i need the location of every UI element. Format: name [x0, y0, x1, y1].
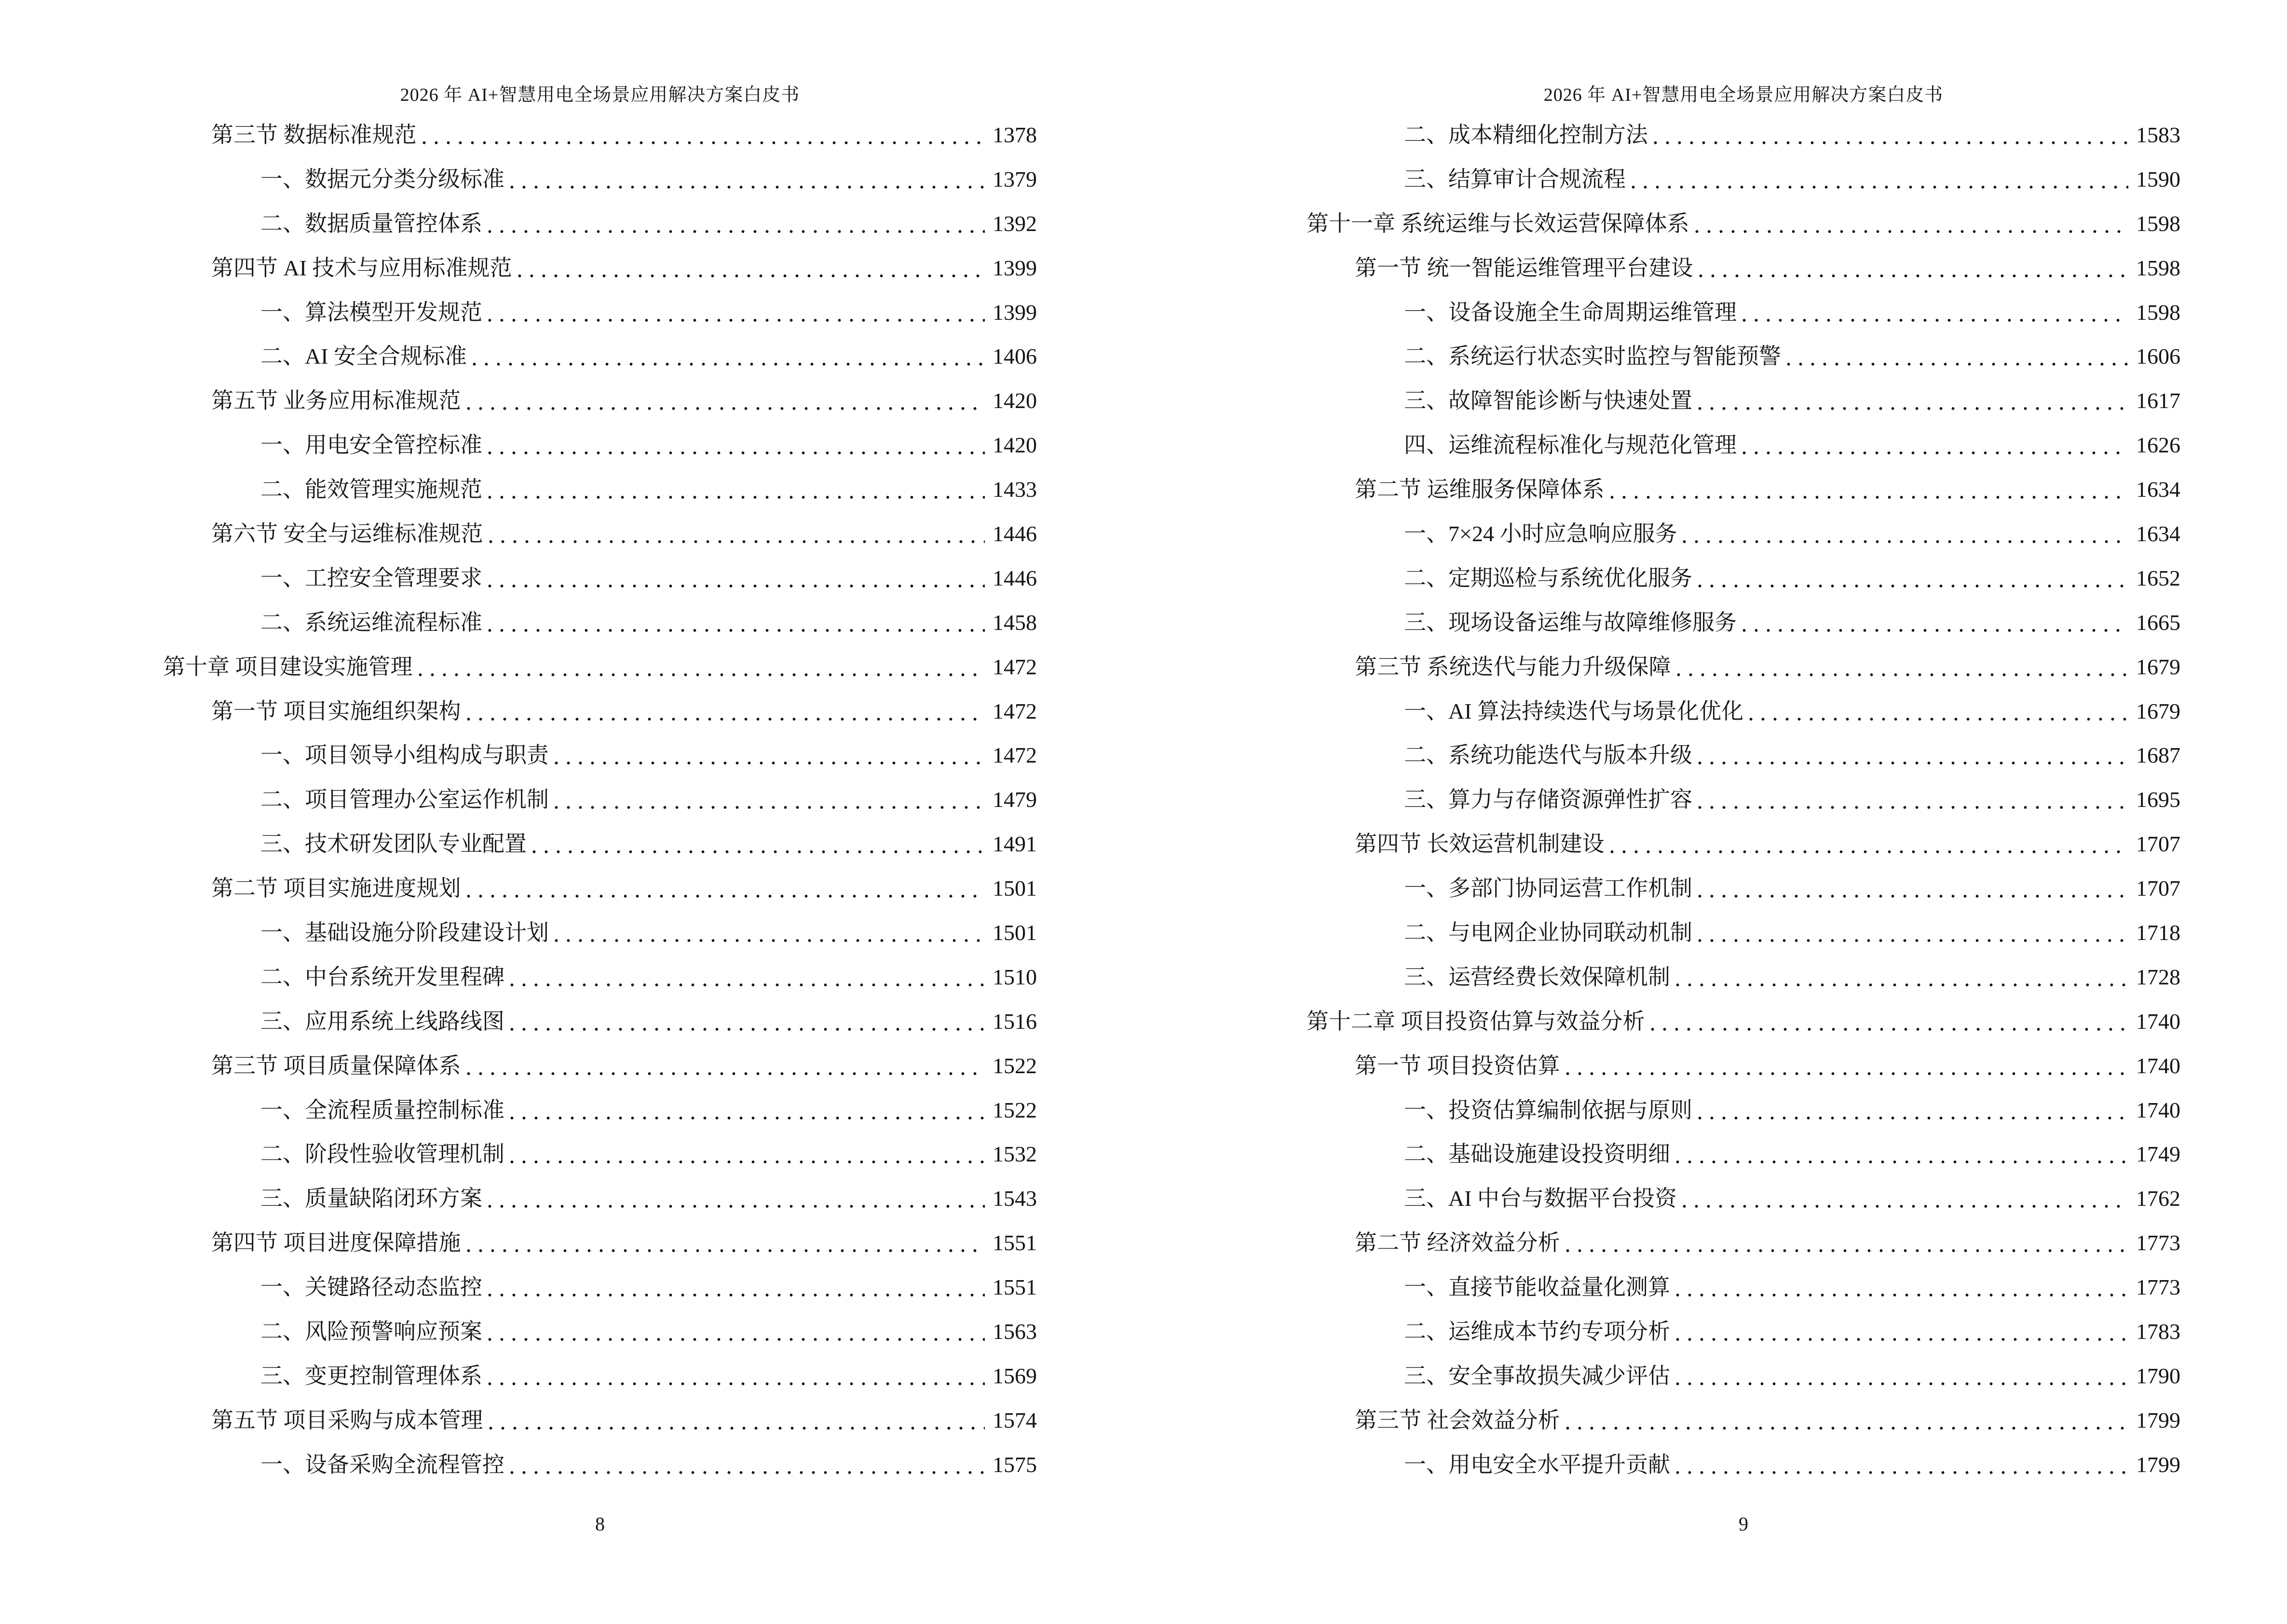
running-header: 2026 年 AI+智慧用电全场景应用解决方案白皮书: [1543, 85, 1944, 105]
dot-leader: [1632, 185, 2128, 189]
toc-entry[interactable]: [1144, 955, 2287, 999]
toc-entry[interactable]: [0, 733, 1144, 778]
toc-entry-page: 1740: [2136, 1097, 2180, 1122]
toc-entry-title: 第五节 项目采购与成本管理: [211, 1407, 483, 1433]
dot-leader: [1610, 495, 2129, 499]
toc-entry[interactable]: [1144, 334, 2287, 379]
toc-entry[interactable]: [1144, 911, 2287, 955]
toc-entry[interactable]: [1144, 157, 2287, 202]
toc-entry-page: 1598: [2136, 211, 2180, 236]
toc-entry-page: 1718: [2136, 920, 2180, 945]
toc-entry-title: 第二节 运维服务保障体系: [1355, 477, 1605, 502]
toc-entry[interactable]: [1144, 113, 2287, 157]
toc-entry-page: 1479: [993, 787, 1037, 812]
toc-entry[interactable]: [1144, 1044, 2287, 1088]
toc-entry-title: 一、全流程质量控制标准: [260, 1097, 504, 1122]
toc-entry-title: 二、系统运维流程标准: [260, 610, 482, 635]
toc-entry[interactable]: [1144, 1088, 2287, 1133]
toc-page-right: [1144, 0, 2287, 1624]
toc-entry-page: 1590: [2136, 166, 2180, 191]
dot-leader: [1699, 274, 2129, 278]
toc-entry-title: 第十一章 系统运维与长效运营保障体系: [1307, 211, 1689, 236]
toc-entry-title: 三、结算审计合规流程: [1404, 166, 1626, 191]
toc-entry-title: 二、能效管理实施规范: [260, 477, 482, 502]
toc-entry-page: 1790: [2136, 1363, 2180, 1388]
toc-entry-page: 1728: [2136, 964, 2180, 989]
dot-leader: [488, 584, 985, 588]
toc-entry[interactable]: [1144, 1265, 2287, 1310]
toc-entry-page: 1799: [2136, 1407, 2180, 1433]
toc-entry-page: 1799: [2136, 1452, 2180, 1477]
toc-entry-page: 1522: [993, 1053, 1037, 1078]
toc-entry-page: 1583: [2136, 122, 2180, 147]
toc-entry-page: 1501: [993, 876, 1037, 901]
toc-entry-page: 1575: [993, 1452, 1037, 1477]
toc-entry-page: 1652: [2136, 565, 2180, 590]
toc-entry-title: 二、系统运行状态实时监控与智能预警: [1404, 344, 1781, 369]
dot-leader: [488, 495, 985, 499]
toc-entry[interactable]: [0, 911, 1144, 955]
toc-entry-title: 第二节 项目实施进度规划: [211, 876, 461, 901]
dot-leader: [1698, 1116, 2128, 1120]
toc-entry-title: 三、AI 中台与数据平台投资: [1404, 1186, 1677, 1211]
toc-entry[interactable]: [1144, 778, 2287, 822]
dot-leader: [1698, 894, 2128, 898]
dot-leader: [1651, 1027, 2129, 1031]
toc-entry-title: 二、项目管理办公室运作机制: [260, 787, 549, 812]
toc-entry-title: 第一节 统一智能运维管理平台建设: [1355, 255, 1693, 280]
toc-entry[interactable]: [0, 467, 1144, 512]
dot-leader: [1676, 1382, 2128, 1386]
toc-entry[interactable]: [1144, 512, 2287, 556]
toc-entry[interactable]: [1144, 1398, 2287, 1443]
toc-entry-page: 1707: [2136, 876, 2180, 901]
toc-entry-title: 三、技术研发团队专业配置: [260, 832, 527, 857]
toc-entry-title: 第二节 经济效益分析: [1355, 1230, 1560, 1256]
toc-entry-title: 一、AI 算法持续迭代与场景化优化: [1404, 698, 1744, 723]
toc-entry[interactable]: [0, 822, 1144, 866]
toc-entry-page: 1574: [993, 1407, 1037, 1433]
toc-entry-title: 第三节 社会效益分析: [1355, 1407, 1560, 1433]
toc-entry[interactable]: [1144, 999, 2287, 1044]
toc-entry[interactable]: [1144, 1443, 2287, 1487]
toc-entry-title: 二、基础设施建设投资明细: [1404, 1142, 1670, 1167]
dot-leader: [1676, 1471, 2128, 1474]
toc-entry-page: 1399: [993, 300, 1037, 325]
toc-entry-title: 二、系统功能迭代与版本升级: [1404, 743, 1692, 768]
toc-entry-title: 第四节 AI 技术与应用标准规范: [211, 255, 512, 280]
toc-entry[interactable]: [0, 1265, 1144, 1310]
dot-leader: [419, 673, 985, 677]
toc-entry-page: 1532: [993, 1142, 1037, 1167]
dot-leader: [518, 274, 985, 278]
dot-leader: [1676, 1160, 2128, 1164]
toc-entry-title: 二、风险预警响应预案: [260, 1319, 482, 1344]
dot-leader: [489, 540, 985, 544]
toc-entry-title: 一、设备设施全生命周期运维管理: [1404, 300, 1737, 325]
toc-entry-page: 1695: [2136, 787, 2180, 812]
toc-entry-title: 三、安全事故损失减少评估: [1404, 1363, 1670, 1388]
dot-leader: [488, 318, 985, 322]
toc-entry[interactable]: [1144, 866, 2287, 911]
toc-entry-page: 1458: [993, 610, 1037, 635]
dot-leader: [1566, 1426, 2129, 1430]
toc-entry[interactable]: [1144, 1176, 2287, 1221]
toc-entry-page: 1783: [2136, 1319, 2180, 1344]
toc-entry-title: 四、运维流程标准化与规范化管理: [1404, 433, 1737, 458]
toc-entry-title: 二、阶段性验收管理机制: [260, 1142, 504, 1167]
toc-entry[interactable]: [0, 379, 1144, 423]
dot-leader: [1742, 628, 2128, 632]
toc-entry-title: 一、项目领导小组构成与职责: [260, 743, 549, 768]
toc-entry-page: 1420: [993, 388, 1037, 413]
toc-entry[interactable]: [1144, 822, 2287, 866]
toc-entry[interactable]: [0, 556, 1144, 600]
running-header: 2026 年 AI+智慧用电全场景应用解决方案白皮书: [400, 85, 800, 105]
toc-entry-page: 1551: [993, 1275, 1037, 1300]
toc-entry-page: 1665: [2136, 610, 2180, 635]
dot-leader: [1698, 584, 2128, 588]
toc-entry[interactable]: [1144, 733, 2287, 778]
toc-entry[interactable]: [0, 1176, 1144, 1221]
toc-entry[interactable]: [0, 202, 1144, 246]
toc-entry[interactable]: [1144, 600, 2287, 645]
toc-entry-title: 一、投资估算编制依据与原则: [1404, 1097, 1692, 1122]
toc-entry-title: 一、用电安全管控标准: [260, 433, 482, 458]
toc-entry[interactable]: [1144, 1221, 2287, 1265]
toc-entry-page: 1551: [993, 1230, 1037, 1256]
toc-entry[interactable]: [1144, 1354, 2287, 1398]
toc-entry-page: 1687: [2136, 743, 2180, 768]
toc-entry-title: 第三节 系统迭代与能力升级保障: [1355, 654, 1671, 679]
dot-leader: [1676, 1293, 2128, 1297]
dot-leader: [1698, 407, 2128, 410]
dot-leader: [467, 1249, 985, 1253]
toc-entry[interactable]: [1144, 423, 2287, 467]
toc-entry[interactable]: [0, 689, 1144, 734]
dot-leader: [1676, 983, 2128, 987]
toc-entry-page: 1433: [993, 477, 1037, 502]
toc-entry-title: 一、直接节能收益量化测算: [1404, 1275, 1670, 1300]
toc-entry-title: 二、运维成本节约专项分析: [1404, 1319, 1670, 1344]
toc-entry-page: 1598: [2136, 255, 2180, 280]
toc-entry-page: 1740: [2136, 1009, 2180, 1034]
toc-entry-title: 三、变更控制管理体系: [260, 1363, 482, 1388]
toc-entry-title: 第六节 安全与运维标准规范: [211, 521, 483, 546]
toc-entry-title: 一、工控安全管理要求: [260, 565, 482, 590]
dot-leader: [1566, 1249, 2129, 1253]
dot-leader: [1566, 1072, 2129, 1076]
toc-entry-page: 1516: [993, 1009, 1037, 1034]
toc-entry[interactable]: [0, 645, 1144, 689]
dot-leader: [467, 407, 985, 410]
toc-entry-title: 二、定期巡检与系统优化服务: [1404, 565, 1692, 590]
toc-entry-page: 1773: [2136, 1275, 2180, 1300]
toc-entry[interactable]: [0, 423, 1144, 467]
toc-entry-title: 三、现场设备运维与故障维修服务: [1404, 610, 1737, 635]
toc-entry-page: 1598: [2136, 300, 2180, 325]
toc-entry[interactable]: [0, 1443, 1144, 1487]
toc-entry[interactable]: [0, 1044, 1144, 1088]
toc-entry[interactable]: [0, 157, 1144, 202]
dot-leader: [510, 1027, 985, 1031]
toc-entry[interactable]: [0, 866, 1144, 911]
toc-entry-page: 1379: [993, 166, 1037, 191]
dot-leader: [1683, 540, 2128, 544]
toc-entry-page: 1617: [2136, 388, 2180, 413]
toc-entry[interactable]: [1144, 1132, 2287, 1176]
dot-leader: [488, 451, 985, 455]
toc-entry-title: 二、数据质量管控体系: [260, 211, 482, 236]
toc-entry[interactable]: [0, 1354, 1144, 1398]
toc-entry-page: 1606: [2136, 344, 2180, 369]
toc-entry-page: 1679: [2136, 654, 2180, 679]
dot-leader: [489, 1426, 985, 1430]
toc-entry-title: 第四节 长效运营机制建设: [1355, 832, 1605, 857]
dot-leader: [1742, 318, 2128, 322]
toc-entry[interactable]: [0, 1310, 1144, 1354]
dot-leader: [1683, 1204, 2128, 1208]
toc-entry-title: 一、7×24 小时应急响应服务: [1404, 521, 1677, 546]
dot-leader: [1698, 939, 2128, 942]
toc-entry[interactable]: [1144, 689, 2287, 734]
toc-entry-page: 1510: [993, 964, 1037, 989]
toc-entry-page: 1472: [993, 654, 1037, 679]
toc-entry-title: 第四节 项目进度保障措施: [211, 1230, 461, 1256]
dot-leader: [510, 1471, 985, 1474]
toc-list: [0, 113, 1144, 1487]
dot-leader: [1698, 761, 2128, 765]
toc-entry-page: 1569: [993, 1363, 1037, 1388]
toc-entry[interactable]: [0, 999, 1144, 1044]
toc-entry[interactable]: [0, 512, 1144, 556]
toc-entry-title: 第一节 项目投资估算: [1355, 1053, 1560, 1078]
toc-entry-title: 三、运营经费长效保障机制: [1404, 964, 1670, 989]
dot-leader: [555, 939, 985, 942]
toc-entry[interactable]: [0, 1088, 1144, 1133]
toc-list: [1144, 113, 2287, 1487]
toc-entry-title: 一、用电安全水平提升贡献: [1404, 1452, 1670, 1477]
toc-entry[interactable]: [1144, 645, 2287, 689]
toc-entry-page: 1626: [2136, 433, 2180, 458]
page-number: 9: [1739, 1513, 1748, 1535]
toc-entry-title: 一、关键路径动态监控: [260, 1275, 482, 1300]
toc-entry-title: 一、设备采购全流程管控: [260, 1452, 504, 1477]
toc-entry-title: 三、应用系统上线路线图: [260, 1009, 504, 1034]
toc-entry[interactable]: [0, 290, 1144, 335]
toc-entry[interactable]: [1144, 202, 2287, 246]
toc-entry-title: 二、成本精细化控制方法: [1404, 122, 1648, 147]
toc-entry-page: 1679: [2136, 698, 2180, 723]
toc-entry[interactable]: [1144, 467, 2287, 512]
dot-leader: [510, 185, 985, 189]
toc-entry[interactable]: [1144, 379, 2287, 423]
toc-entry-title: 第一节 项目实施组织架构: [211, 698, 461, 723]
toc-entry-page: 1634: [2136, 477, 2180, 502]
dot-leader: [488, 1337, 985, 1341]
dot-leader: [467, 717, 985, 721]
toc-entry-page: 1563: [993, 1319, 1037, 1344]
dot-leader: [555, 761, 985, 765]
dot-leader: [1787, 362, 2128, 366]
toc-entry[interactable]: [0, 113, 1144, 157]
toc-entry-title: 第三节 数据标准规范: [211, 122, 417, 147]
toc-entry[interactable]: [1144, 556, 2287, 600]
toc-entry-title: 第十二章 项目投资估算与效益分析: [1307, 1009, 1645, 1034]
dot-leader: [1698, 805, 2128, 809]
dot-leader: [467, 1072, 985, 1076]
toc-entry-page: 1707: [2136, 832, 2180, 857]
toc-entry[interactable]: [0, 955, 1144, 999]
toc-entry-page: 1472: [993, 698, 1037, 723]
dot-leader: [488, 1293, 985, 1297]
dot-leader: [1654, 141, 2128, 145]
toc-entry-page: 1501: [993, 920, 1037, 945]
toc-entry-page: 1491: [993, 832, 1037, 857]
dot-leader: [510, 983, 985, 987]
toc-entry[interactable]: [0, 246, 1144, 290]
toc-entry[interactable]: [1144, 290, 2287, 335]
toc-entry-page: 1446: [993, 565, 1037, 590]
dot-leader: [532, 850, 985, 854]
dot-leader: [467, 894, 985, 898]
toc-entry-page: 1378: [993, 122, 1037, 147]
dot-leader: [510, 1160, 985, 1164]
dot-leader: [1676, 1337, 2128, 1341]
toc-entry-title: 第三节 项目质量保障体系: [211, 1053, 461, 1078]
toc-entry-page: 1406: [993, 344, 1037, 369]
toc-entry-page: 1392: [993, 211, 1037, 236]
toc-entry-title: 三、故障智能诊断与快速处置: [1404, 388, 1692, 413]
toc-entry[interactable]: [1144, 246, 2287, 290]
dot-leader: [510, 1116, 985, 1120]
toc-entry[interactable]: [0, 600, 1144, 645]
page-number: 8: [595, 1513, 605, 1535]
toc-entry-title: 三、质量缺陷闭环方案: [260, 1186, 482, 1211]
toc-entry-page: 1749: [2136, 1142, 2180, 1167]
toc-entry-title: 第十章 项目建设实施管理: [163, 654, 413, 679]
toc-entry-title: 第五节 业务应用标准规范: [211, 388, 461, 413]
toc-entry-title: 一、数据元分类分级标准: [260, 166, 504, 191]
toc-entry[interactable]: [0, 778, 1144, 822]
toc-entry-page: 1446: [993, 521, 1037, 546]
toc-entry-page: 1634: [2136, 521, 2180, 546]
dot-leader: [488, 230, 985, 233]
toc-entry-page: 1543: [993, 1186, 1037, 1211]
toc-entry-title: 二、与电网企业协同联动机制: [1404, 920, 1692, 945]
dot-leader: [555, 805, 985, 809]
toc-entry[interactable]: [0, 1132, 1144, 1176]
toc-entry[interactable]: [1144, 1310, 2287, 1354]
dot-leader: [1695, 230, 2129, 233]
toc-entry-page: 1773: [2136, 1230, 2180, 1256]
toc-entry-title: 一、基础设施分阶段建设计划: [260, 920, 549, 945]
dot-leader: [1677, 673, 2129, 677]
dot-leader: [1610, 850, 2129, 854]
toc-entry[interactable]: [0, 1221, 1144, 1265]
toc-entry-page: 1472: [993, 743, 1037, 768]
toc-entry-page: 1420: [993, 433, 1037, 458]
toc-entry-title: 二、AI 安全合规标准: [260, 344, 467, 369]
dot-leader: [473, 362, 985, 366]
toc-entry-title: 一、多部门协同运营工作机制: [1404, 876, 1692, 901]
dot-leader: [488, 1382, 985, 1386]
toc-entry-page: 1522: [993, 1097, 1037, 1122]
dot-leader: [422, 141, 985, 145]
dot-leader: [1749, 717, 2128, 721]
toc-entry-title: 一、算法模型开发规范: [260, 300, 482, 325]
toc-entry-page: 1762: [2136, 1186, 2180, 1211]
toc-entry-page: 1740: [2136, 1053, 2180, 1078]
dot-leader: [488, 628, 985, 632]
toc-entry-page: 1399: [993, 255, 1037, 280]
toc-entry[interactable]: [0, 1398, 1144, 1443]
toc-entry-title: 三、算力与存储资源弹性扩容: [1404, 787, 1692, 812]
dot-leader: [488, 1204, 985, 1208]
toc-entry[interactable]: [0, 334, 1144, 379]
dot-leader: [1742, 451, 2128, 455]
toc-entry-title: 二、中台系统开发里程碑: [260, 964, 504, 989]
